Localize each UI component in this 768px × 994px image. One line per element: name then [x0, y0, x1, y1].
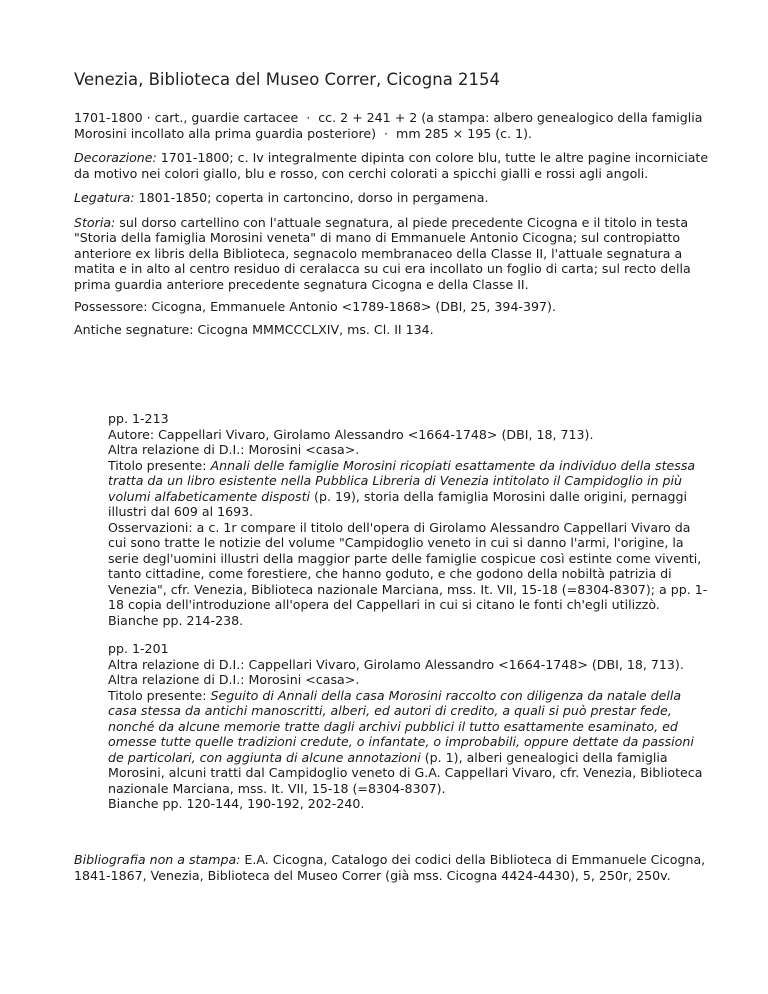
titolo-italic: Seguito di Annali della casa Morosini raccolto con diligenza da natale della casa stessa da antichi manoscritti, alberi, ed autori di credito, a quali si può prestar fede, nonché da alcune memorie tratte dagli archivi pubblici il tutto esattamente esaminato, ed omesse tutte quelle tradizioni credute, o infantate, o improbabili, oppure dettate da passioni de particolari, con aggiunta di alcune annotazioni	[108, 687, 694, 765]
unit-relazione: Altra relazione di D.I.: Morosini <casa>.	[108, 672, 360, 687]
unit-bianche: Bianche pp. 214-238.	[108, 612, 244, 628]
unit-relazione: Altra relazione di D.I.: Cappellari Vivaro, Girolamo Alessandro <1664-1748> (DBI, 18, 713).	[108, 656, 684, 672]
bibliografia-block	[74, 852, 714, 883]
decorazione-text: 1701-1800; c. Iv integralmente dipinta con colore blu, tutte le altre pagine incorniciate da motivo nei colori giallo, blu e rosso, con cerchi colorati a spicchi gialli e rossi agli angoli.	[74, 150, 709, 181]
legatura-paragraph	[74, 190, 714, 206]
legatura-text: 1801-1850; coperta in cartoncino, dorso in pergamena.	[134, 190, 489, 205]
titolo-prefix: Titolo presente:	[108, 457, 211, 473]
bibliografia-label: Bibliografia non a stampa:	[74, 852, 241, 867]
possessore: Possessore: Cicogna, Emmanuele Antonio <1789-1868> (DBI, 25, 394-397).	[74, 299, 556, 314]
content-unit	[108, 641, 712, 812]
titolo-italic: Annali delle famiglie Morosini ricopiati esattamente da individuo della stessa tratta da un libro esistente nella Pubblica Libreria di Venezia intitolato il Campidoglio in più volumi alfabeticamente disposti	[108, 457, 696, 504]
storia-label: Storia:	[74, 214, 116, 230]
unit-pages: pp. 1-201	[108, 641, 169, 656]
titolo-prefix: Titolo presente:	[108, 687, 211, 703]
unit-bianche: Bianche pp. 120-144, 190-192, 202-240.	[108, 796, 365, 811]
unit-osservazioni: Osservazioni: a c. 1r compare il titolo dell'opera di Girolamo Alessandro Cappellari Vivaro da cui sono tratte le notizie del volume "Campidoglio veneto in cui si danno l'armi, l'origine, la serie degl'uomini illustri della maggior parte delle famiglie cospicue così estinte come viventi, tanto cittadine, come forestiere, che hanno goduto, e che godono della nobiltà patrizia di Venezia", cfr. Venezia, Biblioteca nazionale Marciana, mss. It. VII, 15-18 (=8304-8307); a pp. 1-18 copia dell'introduzione all'opera del Cappellari in cui si citano le fonti ch'egli utilizzò.	[108, 519, 708, 612]
description-block	[74, 110, 714, 344]
storia-paragraph	[74, 215, 714, 293]
unit-autore: Autore: Cappellari Vivaro, Girolamo Alessandro <1664-1748> (DBI, 18, 713).	[108, 426, 594, 442]
titolo-suffix: (p. 19), storia della famiglia Morosini dalle origini, pernaggi illustri dal 609 al 1693.	[108, 488, 688, 519]
physical-description: 1701-1800 · cart., guardie cartacee · cc. 2 + 241 + 2 (a stampa: albero genealogico della famiglia Morosini incollato alla prima guardia posteriore) · mm 285 × 195 (c. 1).	[74, 110, 703, 141]
decorazione-paragraph	[74, 150, 714, 181]
antiche-segnature: Antiche segnature: Cicogna MMMCCCLXIV, ms. Cl. II 134.	[74, 321, 434, 337]
unit-relazione: Altra relazione di D.I.: Morosini <casa>.	[108, 442, 360, 457]
page-title: Venezia, Biblioteca del Museo Correr, Cicogna 2154	[74, 70, 501, 89]
decorazione-label: Decorazione:	[74, 150, 157, 165]
bibliografia-text: E.A. Cicogna, Catalogo dei codici della Biblioteca di Emmanuele Cicogna, 1841-1867, Venezia, Biblioteca del Museo Correr (già mss. Cicogna 4424-4430), 5, 250r, 250v.	[74, 852, 706, 883]
content-unit	[108, 411, 712, 628]
unit-titolo	[108, 688, 712, 797]
storia-text: sul dorso cartellino con l'attuale segnatura, al piede precedente Cicogna e il titolo in testa "Storia della famiglia Morosini veneta" di mano di Emmanuele Antonio Cicogna; sul contropiatto anteriore ex libris della Biblioteca, segnacolo membranaceo della Classe II, l'attuale segnatura a matita e in alto al centro residuo di ceralacca su cui era incollato un foglio di carta; sul recto della prima guardia anteriore precedente segnatura Cicogna e della Classe II.	[74, 214, 691, 292]
titolo-suffix: (p. 1), alberi genealogici della famiglia Morosini, alcuni tratti dal Campidoglio veneto di G.A. Cappellari Vivaro, cfr. Venezia, Biblioteca nazionale Marciana, mss. It. VII, 15-18 (=8304-8307).	[108, 749, 703, 796]
unit-titolo	[108, 458, 712, 520]
contents-units	[108, 411, 712, 825]
legatura-label: Legatura:	[74, 190, 135, 205]
unit-pages: pp. 1-213	[108, 411, 169, 426]
bibliografia-paragraph	[74, 852, 714, 883]
